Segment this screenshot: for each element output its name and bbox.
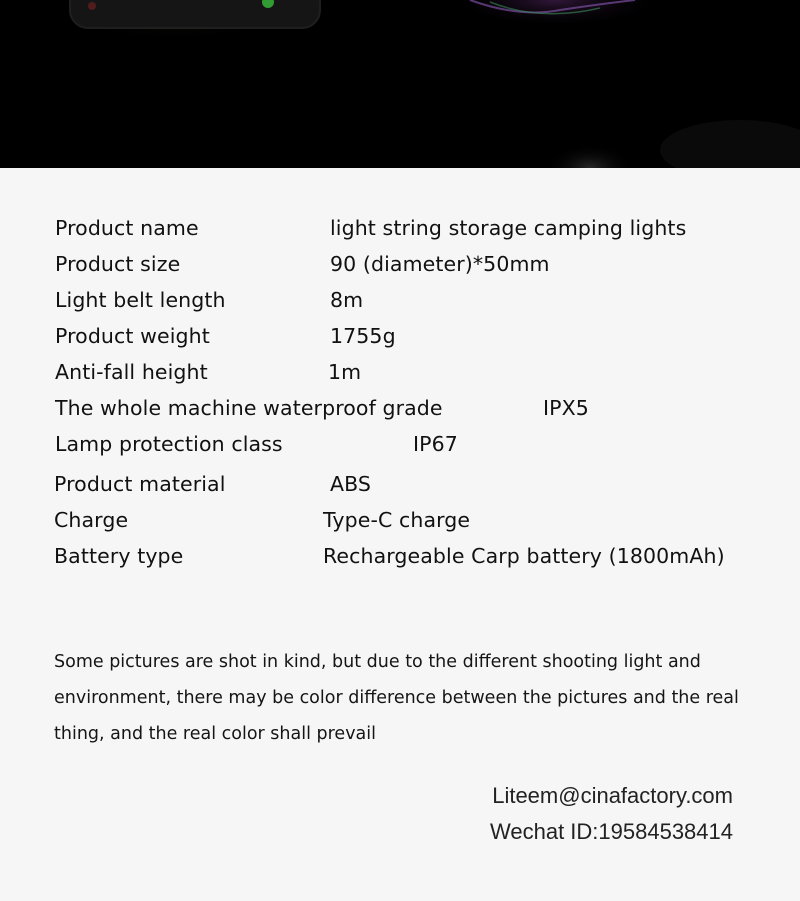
spec-label-battery-type: Battery type [54,544,184,568]
spec-value-light-belt-length: 8m [330,288,364,312]
contact-email: Liteem@cinafactory.com [492,783,733,808]
product-photo [0,0,800,168]
spec-label-product-material: Product material [54,472,226,496]
spec-label-product-name: Product name [55,216,199,240]
spec-value-product-size: 90 (diameter)*50mm [330,252,550,276]
spec-label-product-weight: Product weight [55,324,210,348]
spec-label-waterproof-grade: The whole machine waterproof grade [55,396,443,420]
spec-label-lamp-protection-class: Lamp protection class [55,432,283,456]
spec-value-product-weight: 1755g [330,324,396,348]
spec-label-charge: Charge [54,508,129,532]
color-disclaimer-note: Some pictures are shot in kind, but due to the different shooting light and environment, there may be color difference between the pictures and the real thing, and the real color shall prevail [54,652,739,744]
spec-value-lamp-protection-class: IP67 [413,432,458,456]
spec-value-anti-fall-height: 1m [328,360,362,384]
spec-label-light-belt-length: Light belt length [55,288,226,312]
spec-value-charge: Type-C charge [323,508,471,532]
spec-value-product-material: ABS [330,472,372,496]
spec-label-anti-fall-height: Anti-fall height [55,360,208,384]
spec-label-product-size: Product size [55,252,181,276]
contact-wechat-id: Wechat ID:19584538414 [490,819,733,844]
spec-value-battery-type: Rechargeable Carp battery (1800mAh) [323,544,725,568]
product-photo-banner [0,0,800,168]
spec-value-product-name: light string storage camping lights [330,216,687,240]
spec-value-waterproof-grade: IPX5 [543,396,589,420]
